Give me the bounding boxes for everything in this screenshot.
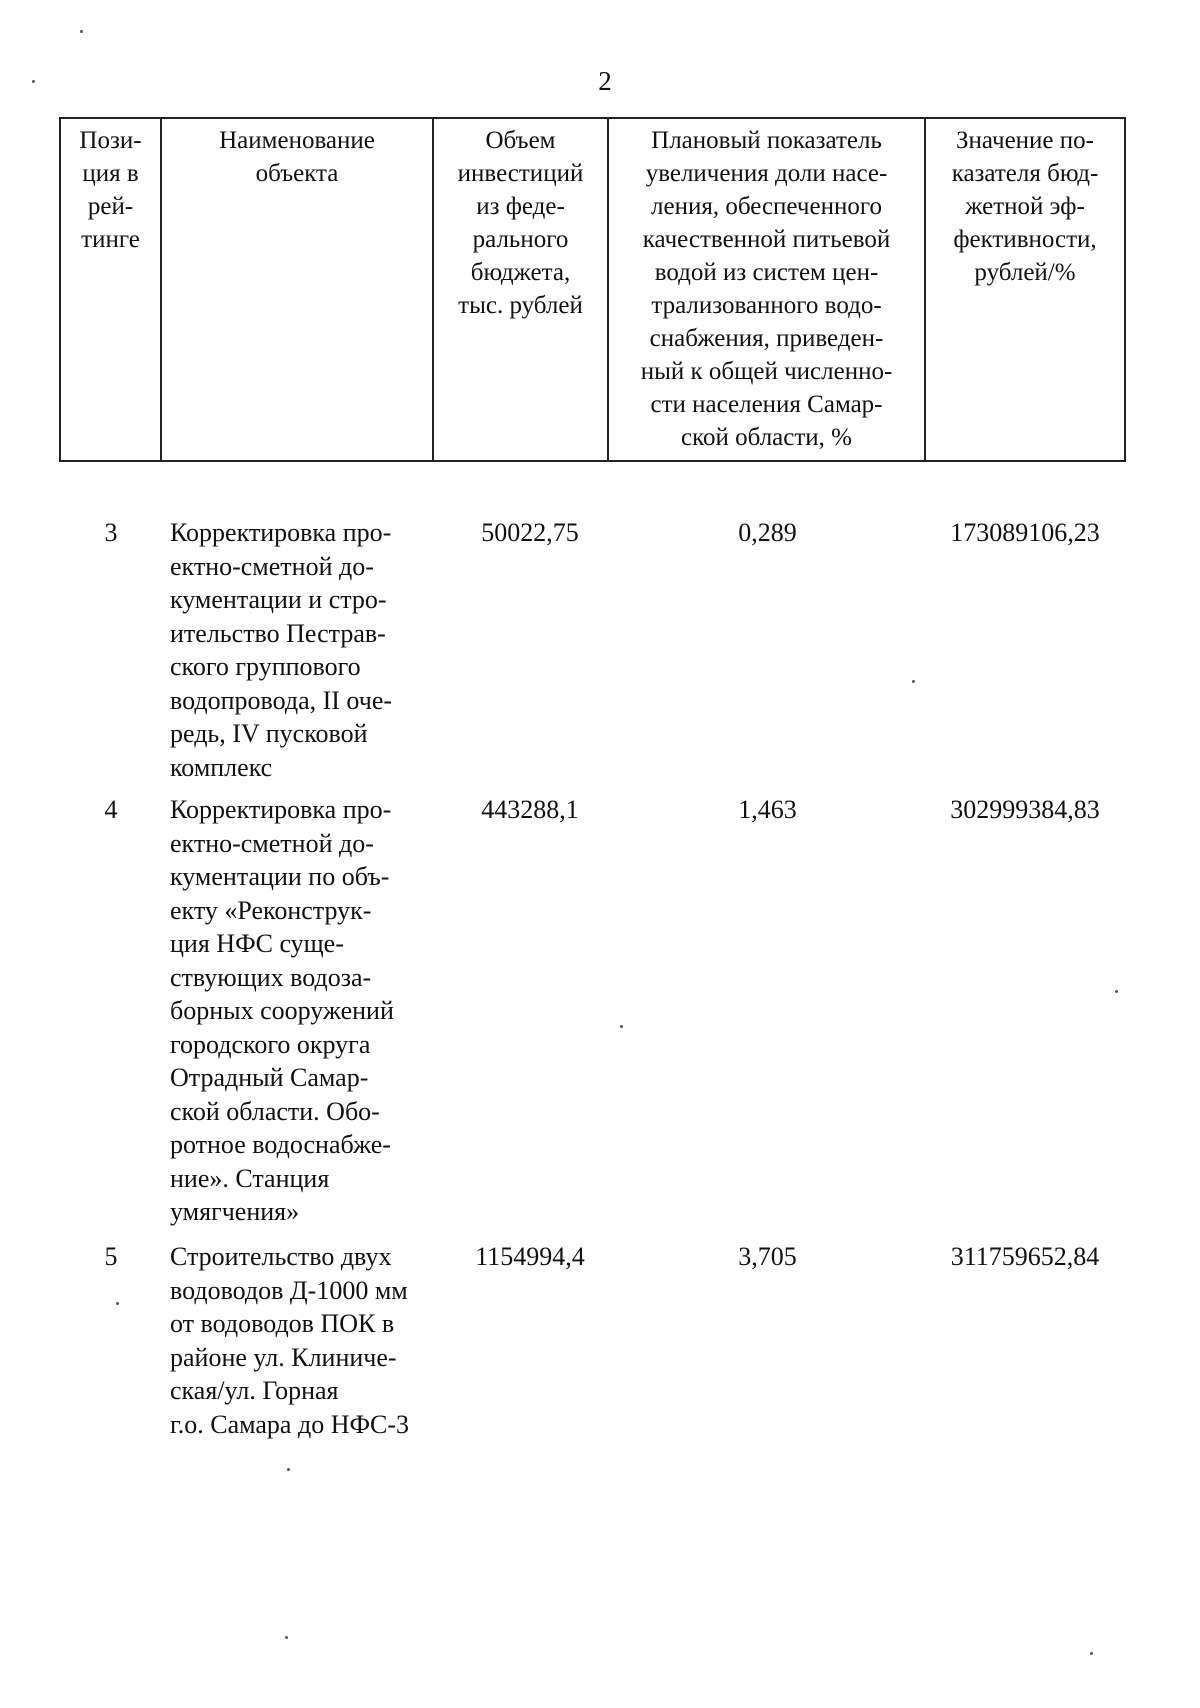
header-name	[161, 118, 433, 461]
header-line: рей-	[87, 193, 134, 220]
header-line: тыс. рублей	[458, 292, 583, 319]
object-name-line: Корректировка про-	[170, 795, 392, 824]
object-name-line: Строительство двух	[170, 1242, 392, 1271]
scan-speck	[912, 680, 915, 683]
object-name-line: кументации по объ-	[170, 862, 390, 891]
object-name-line: комплекс	[170, 752, 273, 782]
object-name-line: водоводов Д-1000 мм	[170, 1275, 408, 1305]
object-name-line: Отрадный Самар-	[170, 1063, 369, 1092]
header-line: Значение по-	[956, 127, 1094, 154]
object-name-cell	[170, 1240, 435, 1441]
object-name-line: екту «Реконструк-	[170, 895, 372, 925]
header-line: казателя бюд-	[951, 160, 1099, 187]
header-line: из феде-	[476, 193, 565, 220]
object-name-line: умягчения»	[170, 1197, 300, 1226]
header-line: водой из систем цен-	[654, 259, 879, 286]
header-line: снабжения, приведен-	[649, 325, 884, 352]
plan-indicator-cell: 0,289	[738, 518, 797, 547]
header-line: Наименование	[219, 127, 375, 154]
page-number: 2	[598, 66, 612, 96]
scan-speck	[116, 1302, 119, 1305]
object-name-line: ская/ул. Горная	[170, 1376, 339, 1405]
investment-cell: 443288,1	[481, 795, 579, 824]
object-name-line: редь, IV пусковой	[170, 719, 368, 748]
header-line: тинге	[81, 226, 140, 253]
header-line: ция в	[82, 160, 139, 187]
object-name-line: районе ул. Клиниче-	[170, 1342, 397, 1372]
header-line: Пози-	[79, 127, 142, 154]
header-line: качественной питьевой	[642, 226, 891, 253]
object-name-cell	[170, 516, 435, 784]
header-line: Плановый показатель	[651, 127, 882, 154]
scan-speck	[32, 80, 35, 83]
header-plan	[608, 118, 925, 461]
object-name-line: ние». Станция	[170, 1163, 330, 1193]
header-line: ской области, %	[681, 424, 852, 451]
header-line: ления, обеспеченного	[651, 193, 882, 220]
header-position	[60, 118, 161, 461]
header-line: фективности,	[953, 226, 1097, 253]
object-name-line: ция НФС суще-	[170, 929, 344, 958]
header-line: трализованного водо-	[651, 292, 882, 319]
position-cell: 4	[104, 795, 118, 824]
header-line: сти населения Самар-	[650, 391, 883, 418]
header-line: рублей/%	[974, 259, 1076, 286]
object-name-line: от водоводов ПОК в	[170, 1309, 395, 1338]
object-name-line: кументации и стро-	[170, 585, 387, 614]
efficiency-value-cell: 173089106,23	[950, 518, 1100, 547]
header-investment	[433, 118, 608, 461]
header-line: инвестиций	[457, 160, 584, 187]
scan-speck	[1115, 990, 1118, 993]
header-value	[925, 118, 1125, 461]
scan-speck	[620, 1025, 623, 1028]
object-name-line: г.о. Самара до НФС-3	[170, 1409, 410, 1439]
scan-speck	[285, 1636, 288, 1639]
investment-cell: 1154994,4	[475, 1242, 585, 1271]
object-name-line: ствующих водоза-	[170, 962, 372, 992]
object-name-line: ектно-сметной до-	[170, 828, 374, 858]
object-name-line: водопровода, II оче-	[170, 685, 393, 715]
object-name-line: ротное водоснабже-	[170, 1130, 391, 1159]
scan-speck	[287, 1468, 290, 1471]
position-cell: 5	[104, 1242, 118, 1271]
investment-cell: 50022,75	[481, 518, 579, 547]
header-line: бюджета,	[470, 259, 571, 286]
scan-speck	[1090, 1652, 1093, 1655]
header-row	[60, 118, 1125, 461]
object-name-line: ительство Пестрав-	[170, 618, 386, 648]
object-name-line: городского округа	[170, 1029, 371, 1059]
header-line: увеличения доли насе-	[645, 160, 888, 187]
efficiency-value-cell: 311759652,84	[950, 1242, 1100, 1271]
object-name-line: ской области. Обо-	[170, 1096, 380, 1126]
header-line: Объем	[485, 127, 556, 154]
object-name-line: ского группового	[170, 652, 361, 681]
object-name-line: Корректировка про-	[170, 518, 392, 547]
plan-indicator-cell: 3,705	[738, 1242, 797, 1271]
table-header	[59, 117, 1126, 462]
header-line: рального	[472, 226, 569, 253]
object-name-cell	[170, 793, 435, 1229]
scan-speck	[80, 30, 83, 33]
position-cell: 3	[104, 518, 118, 547]
header-line: объекта	[255, 160, 339, 187]
plan-indicator-cell: 1,463	[738, 795, 797, 824]
object-name-line: ектно-сметной до-	[170, 551, 374, 581]
header-line: ный к общей численно-	[640, 358, 893, 385]
efficiency-value-cell: 302999384,83	[950, 795, 1100, 824]
header-line: жетной эф-	[965, 193, 1085, 220]
object-name-line: борных сооружений	[170, 996, 394, 1025]
